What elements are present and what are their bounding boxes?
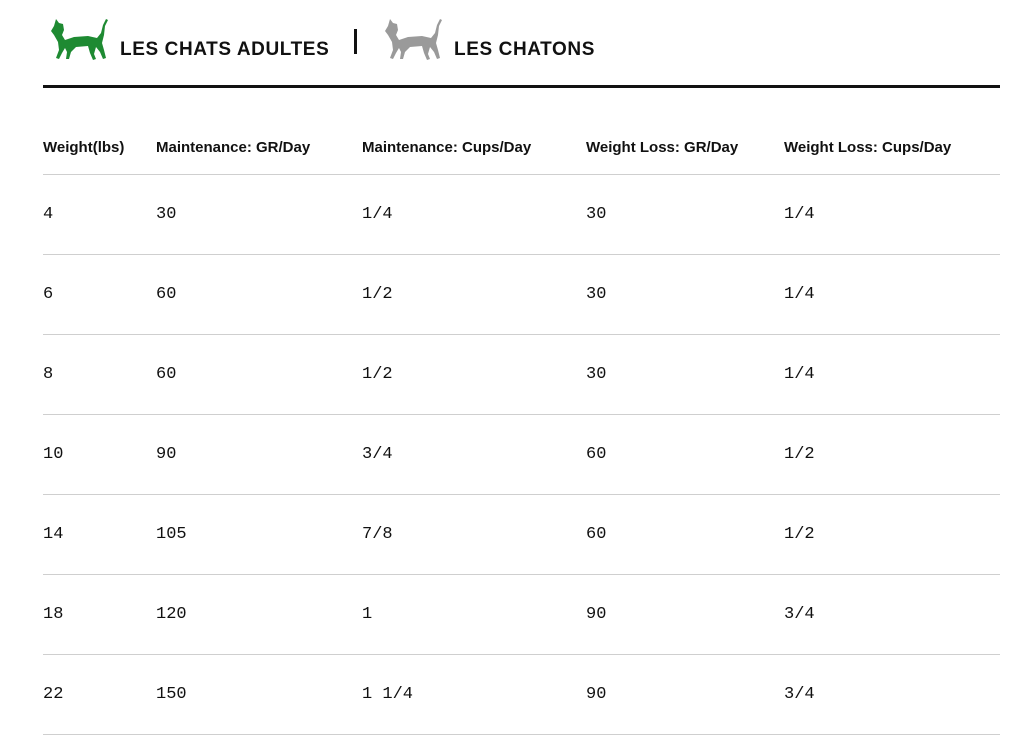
cell-maintenance-cups: 1/4 (362, 175, 586, 255)
cat-icon (384, 16, 444, 62)
cat-icon (50, 16, 110, 62)
cell-weight-loss-cups: 1/4 (784, 175, 1000, 255)
cell-maintenance-gr: 120 (156, 575, 362, 655)
tab-kittens-label: LES CHATONS (454, 39, 596, 60)
cell-maintenance-gr: 150 (156, 655, 362, 735)
cell-weight-loss-gr: 30 (586, 335, 784, 415)
cell-weight-loss-gr: 30 (586, 175, 784, 255)
cell-maintenance-cups: 3/4 (362, 415, 586, 495)
table-row (43, 335, 1000, 415)
cell-weight: 4 (43, 175, 156, 255)
cell-maintenance-cups: 1 (362, 575, 586, 655)
column-header-weight-loss-gr: Weight Loss: GR/Day (586, 120, 784, 175)
table-row (43, 655, 1000, 735)
cell-maintenance-cups: 7/8 (362, 495, 586, 575)
column-header-weight: Weight(lbs) (43, 120, 156, 175)
cat-type-tabs (43, 0, 1000, 88)
table-row (43, 415, 1000, 495)
table-header-row (43, 120, 1000, 175)
cell-weight-loss-cups: 3/4 (784, 575, 1000, 655)
table-row (43, 255, 1000, 335)
cell-weight-loss-cups: 1/4 (784, 255, 1000, 335)
cell-weight-loss-cups: 1/2 (784, 495, 1000, 575)
table-row (43, 575, 1000, 655)
column-header-weight-loss-cups: Weight Loss: Cups/Day (784, 120, 1000, 175)
cell-weight: 14 (43, 495, 156, 575)
cell-maintenance-gr: 105 (156, 495, 362, 575)
cell-weight: 22 (43, 655, 156, 735)
tab-divider (354, 29, 357, 54)
table-row (43, 175, 1000, 255)
cell-maintenance-cups: 1 1/4 (362, 655, 586, 735)
cell-weight-loss-gr: 60 (586, 415, 784, 495)
cell-weight-loss-cups: 1/4 (784, 335, 1000, 415)
cell-weight-loss-gr: 60 (586, 495, 784, 575)
table-row (43, 495, 1000, 575)
cell-maintenance-gr: 60 (156, 335, 362, 415)
feeding-table (43, 120, 1000, 735)
cell-maintenance-cups: 1/2 (362, 335, 586, 415)
tab-adult-cats[interactable] (50, 12, 329, 62)
cell-weight-loss-gr: 90 (586, 655, 784, 735)
cell-weight: 6 (43, 255, 156, 335)
column-header-maintenance-cups: Maintenance: Cups/Day (362, 120, 586, 175)
cell-weight: 18 (43, 575, 156, 655)
cell-weight: 8 (43, 335, 156, 415)
cell-weight-loss-gr: 30 (586, 255, 784, 335)
cell-maintenance-cups: 1/2 (362, 255, 586, 335)
cell-maintenance-gr: 30 (156, 175, 362, 255)
cell-weight-loss-cups: 1/2 (784, 415, 1000, 495)
cell-maintenance-gr: 90 (156, 415, 362, 495)
cell-weight: 10 (43, 415, 156, 495)
cell-weight-loss-cups: 3/4 (784, 655, 1000, 735)
column-header-maintenance-gr: Maintenance: GR/Day (156, 120, 362, 175)
tab-kittens[interactable] (384, 12, 595, 62)
tab-adult-cats-label: LES CHATS ADULTES (120, 39, 330, 60)
cell-maintenance-gr: 60 (156, 255, 362, 335)
cell-weight-loss-gr: 90 (586, 575, 784, 655)
